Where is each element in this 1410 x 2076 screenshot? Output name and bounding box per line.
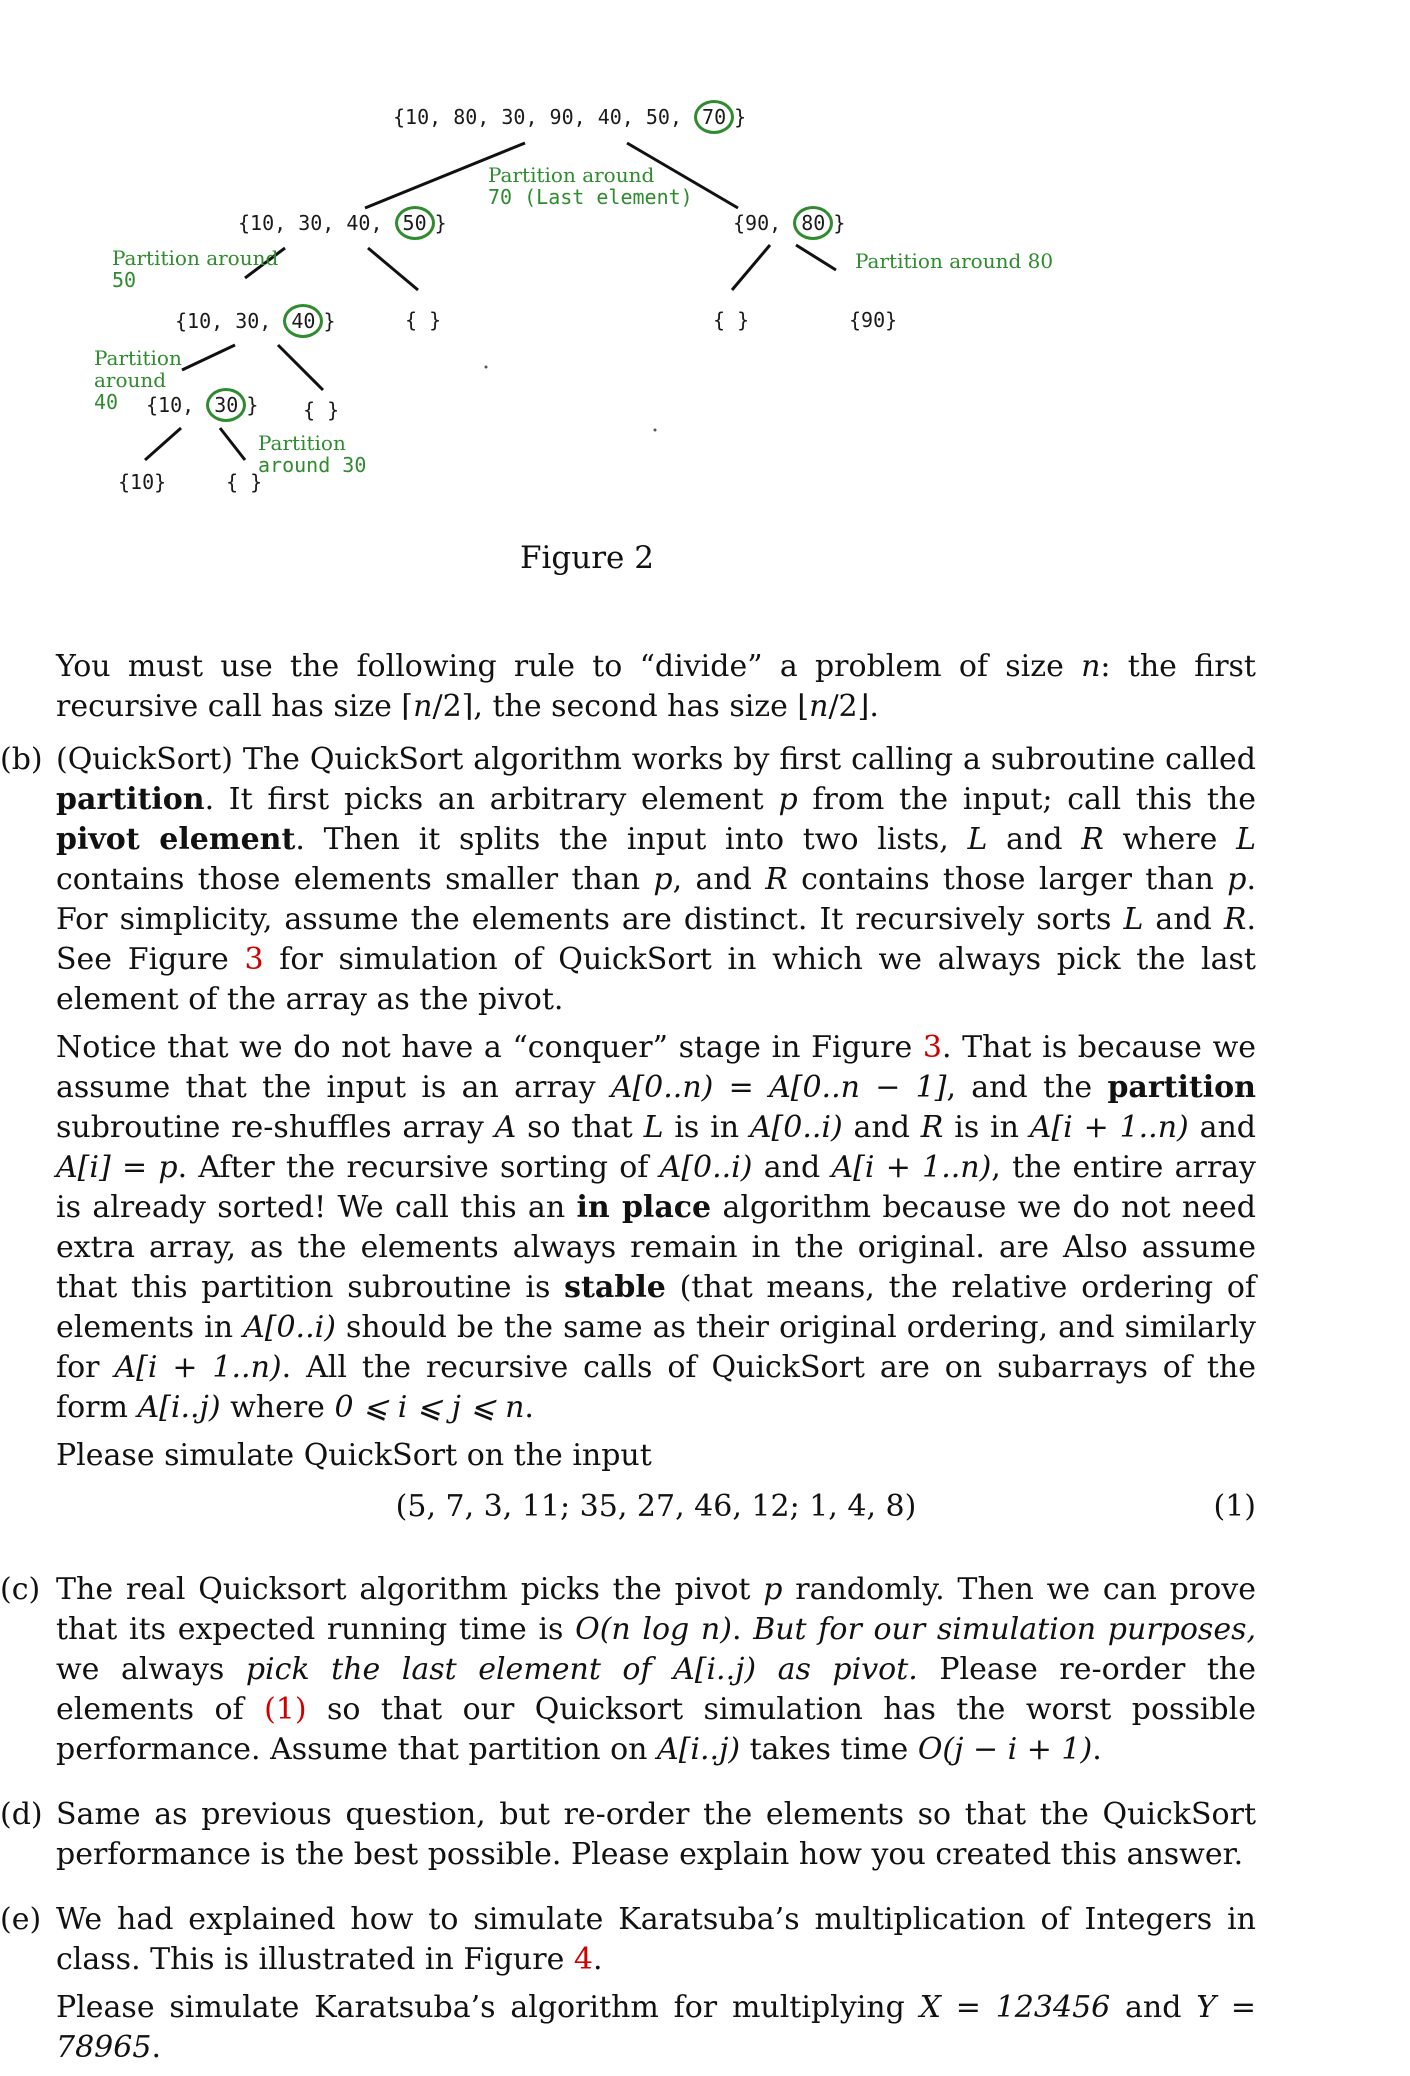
note-partition-70: Partition around 70 (Last element) (488, 163, 693, 209)
part-label: (b) (0, 742, 43, 777)
edge-80-right (796, 245, 836, 270)
note-partition-40: Partition around 40 (94, 346, 182, 414)
tree-node-root: {10, 80, 30, 90, 40, 50, 70 } (393, 100, 746, 134)
stray-dot (654, 429, 657, 432)
stray-dot (485, 366, 488, 369)
edge-40-left (182, 345, 235, 370)
tree-node-empty-d: { } (226, 470, 263, 494)
tree-node-left1: {10, 30, 40, 50 } (238, 206, 447, 240)
note-partition-80: Partition around 80 (855, 249, 1054, 273)
part-c-paragraph: The real Quicksort algorithm picks the pivot p randomly. Then we can prove that its expected running time is O(n log n). But for our simulation purposes, we always pick the last element of A[i..j) as pivot. Please re-order the elements of (1) so that our Quicksort simulation has the worst possible performance. Assume that partition on A[i..j) takes time O(j − i + 1). (56, 1572, 1257, 1767)
part-e (0, 1900, 1256, 2076)
part-label: (d) (0, 1797, 43, 1832)
intro-paragraph: You must use the following rule to “divide” a problem of size n: the first recursive call has size ⌈n/2⌉, the second has size ⌊n/2⌋. (56, 649, 1256, 724)
pivot-circle-70: 70 (694, 100, 734, 134)
equation-content: (5, 7, 3, 11; 35, 27, 46, 12; 1, 4, 8) (395, 1489, 917, 1524)
tree-node-empty-b: { } (713, 308, 750, 332)
note-partition-30: Partition around 30 (258, 431, 367, 477)
part-c (0, 1570, 1256, 1778)
edge-50-right (368, 248, 418, 290)
part-b-paragraph-1: (QuickSort) The QuickSort algorithm works by first calling a subroutine called partition. It first picks an arbitrary element p from the input; call this the pivot element. Then it splits the input into two lists, L and R where L contains those elements smaller than p, and R contains those larger than p. For simplicity, assume the elements are distinct. It recursively sorts L and R. See Figure 3 for simulation of QuickSort in which we always pick the last element of the array as the pivot. (56, 742, 1257, 1017)
figure-2 (0, 0, 1410, 600)
pivot-circle-30: 30 (206, 388, 246, 422)
tree-edges (0, 0, 1410, 600)
part-d-paragraph: Same as previous question, but re-order the elements so that the QuickSort performance is the best possible. Please explain how you created this answer. (56, 1797, 1256, 1872)
figure-4-ref[interactable]: 4 (573, 1942, 593, 1977)
equation-1 (56, 1487, 1256, 1527)
part-d (0, 1795, 1256, 1883)
edge-30-right (220, 428, 245, 460)
tree-node-empty-c: { } (303, 398, 340, 422)
pivot-circle-40: 40 (283, 304, 323, 338)
part-b (0, 740, 1256, 1484)
figure-caption: Figure 2 (520, 540, 654, 576)
pivot-circle-50: 50 (395, 206, 435, 240)
part-label: (c) (0, 1572, 41, 1607)
part-b-paragraph-2: Notice that we do not have a “conquer” stage in Figure 3. That is because we assume that the input is an array A[0..n) = A[0..n − 1], and the partition subroutine re-shuffles array A so that L is in A[0..i) and R is in A[i + 1..n) and A[i] = p. After the recursive sorting of A[0..i) and A[i + 1..n), the entire array is already sorted! We call this an in place algorithm because we do not need extra array, as the elements always remain in the original. are Also assume that this partition subroutine is stable (that means, the relative ordering of elements in A[0..i) should be the same as their original ordering, and similarly for A[i + 1..n). All the recursive calls of QuickSort are on subarrays of the form A[i..j) where 0 ⩽ i ⩽ j ⩽ n. (56, 1030, 1257, 1425)
part-label: (e) (0, 1902, 42, 1937)
tree-node-left2: {10, 30, 40 } (175, 304, 336, 338)
tree-node-10: {10} (118, 470, 167, 494)
equation-number: (1) (1213, 1489, 1256, 1524)
part-e-paragraph-2: Please simulate Karatsuba’s algorithm for multiplying X = 123456 and Y = 78965. (56, 1990, 1257, 2065)
pivot-circle-80: 80 (793, 206, 833, 240)
tree-node-right1: {90, 80 } (733, 206, 845, 240)
figure-3-ref[interactable]: 3 (922, 1030, 942, 1065)
part-e-paragraph-1: We had explained how to simulate Karatsuba’s multiplication of Integers in class. This is illustrated in Figure 4. (56, 1902, 1256, 1977)
tree-node-left3: {10, 30 } (146, 388, 258, 422)
figure-3-ref[interactable]: 3 (244, 942, 264, 977)
part-b-paragraph-3: Please simulate QuickSort on the input (56, 1438, 652, 1473)
edge-40-right (278, 345, 323, 390)
tree-node-empty-a: { } (405, 308, 442, 332)
tree-node-90: {90} (849, 308, 898, 332)
edge-80-left (732, 245, 770, 290)
edge-30-left (145, 428, 181, 460)
equation-1-ref[interactable]: (1) (264, 1692, 307, 1727)
note-partition-50: Partition around 50 (112, 246, 279, 292)
